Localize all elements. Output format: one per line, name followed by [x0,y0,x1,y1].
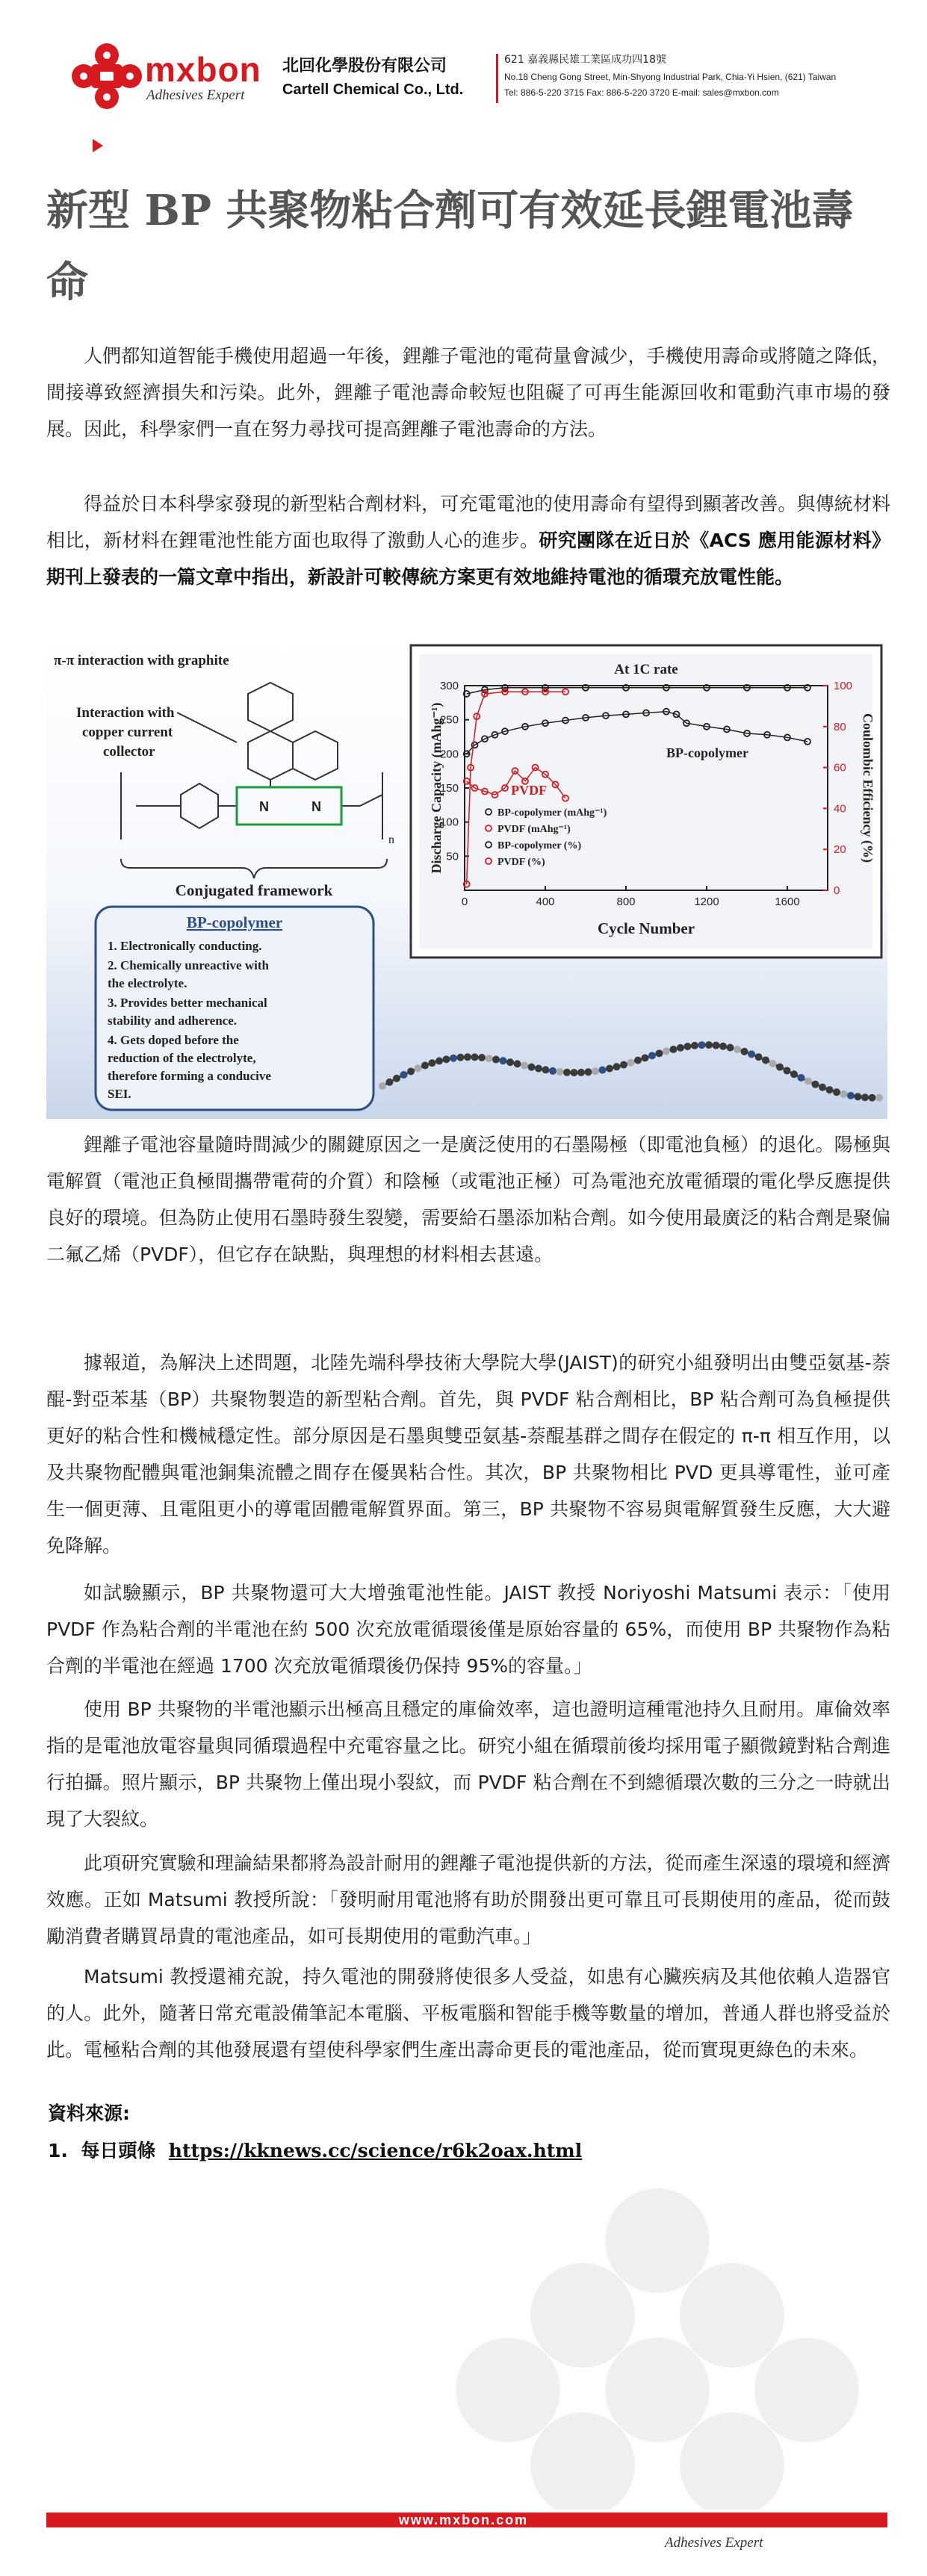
y2-tick-label: 100 [834,680,853,692]
article-title: 新型 BP 共聚物粘合劑可有效延長鋰電池壽命 [46,186,854,307]
chain-atom [415,1064,422,1072]
chain-atom [386,1078,394,1086]
chain-atom [435,1058,443,1065]
chain-atom [705,1041,713,1049]
chain-atom [684,1043,692,1050]
brand-tagline: Adhesives Expert [146,87,245,103]
y-tick-label: 250 [439,713,459,727]
annotation-bp: BP-copolymer [666,745,748,760]
chain-atom [634,1057,642,1064]
chain-atom [528,1064,536,1071]
chain-atom [450,1055,457,1062]
chain-atom [755,1053,763,1061]
chain-atom [421,1062,429,1070]
y2-axis-label: Coulombic Efficiency (%) [861,713,875,863]
atom-n-right: N [311,799,321,814]
watermark-logo-icon [418,2151,896,2510]
interaction-label-1: Interaction with [76,705,175,721]
chain-atom [840,1090,848,1098]
chain-atom [869,1094,876,1102]
reference-number: 1. [48,2140,68,2161]
chain-atom [648,1052,656,1059]
chain-atom [861,1093,869,1101]
chain-atom [620,1061,627,1069]
chain-atom [812,1081,819,1088]
legend-entry: BP-copolymer (mAhg⁻¹) [497,807,607,819]
chain-atom [429,1059,436,1067]
chain-atom [819,1084,826,1091]
chain-atom [613,1063,621,1070]
chain-atom [478,1054,486,1061]
property-line: 2. Chemically unreactive with [108,958,269,972]
chain-atom [776,1064,784,1071]
chain-atom [663,1048,670,1055]
contact-info: Tel: 886-5-220 3715 Fax: 886-5-220 3720 E-mail: sales@mxbon.com [504,87,779,98]
y-tick-label: 100 [439,816,459,829]
chain-atom [769,1060,777,1067]
y-tick-label: 50 [446,850,459,863]
chart-inner [420,654,872,949]
legend-entry: BP-copolymer (%) [497,840,582,851]
atom-n-left: N [259,799,269,814]
chain-atom [464,1053,471,1061]
chain-atom [500,1057,507,1064]
chain-atom [748,1050,755,1058]
chain-atom [393,1075,400,1082]
chain-atom [875,1094,883,1102]
chain-atom [713,1042,720,1049]
paragraph-2 [46,485,890,595]
chain-atom [855,1093,862,1100]
chain-atom [677,1044,684,1052]
paragraph-8: Matsumi 教授還補充說，持久電池的開發將使很多人受益，如患有心臟疾病及其他依賴人造器官的人。此外，隨著日常充電設備筆記本電腦、平板電腦和智能手機等數量的增加，普通人群也將受益於此。電極粘合劑的其他發展還有望使科學家們生產出壽命更長的電池產品，從而實現更綠色的未來。 [46,1966,890,2061]
chain-atom [656,1049,663,1057]
x-tick-label: 1200 [694,896,719,908]
chain-atom [542,1066,550,1073]
chain-atom [585,1068,592,1076]
chain-atom [471,1053,479,1061]
chain-atom [833,1088,840,1096]
property-line: therefore forming a conducive [108,1069,271,1083]
y2-tick-label: 80 [834,720,846,733]
x-tick-label: 0 [461,896,468,908]
header-divider [496,54,498,103]
research-figure [46,638,887,1119]
chain-atom [549,1067,556,1075]
chain-atom [521,1062,528,1070]
x-tick-label: 800 [616,896,636,908]
y2-tick-label: 60 [834,761,846,775]
chain-atom [535,1065,542,1073]
chain-atom [762,1056,769,1064]
chain-atom [379,1082,386,1090]
chain-atom [691,1042,698,1049]
properties-title: BP-copolymer [186,913,283,931]
legend-entry: PVDF (mAhg⁻¹) [497,824,571,835]
subscript-n: n [388,834,394,846]
chain-atom [592,1067,599,1075]
interaction-label-3: collector [103,744,155,760]
property-line: 1. Electronically conducting. [108,939,262,953]
x-tick-label: 1600 [775,896,800,908]
chain-atom [719,1043,727,1050]
footer-url[interactable]: www.mxbon.com [398,2513,529,2527]
chain-atom [698,1041,706,1049]
chain-atom [556,1068,564,1076]
legend-entry: PVDF (%) [497,857,545,868]
chain-atom [407,1067,415,1075]
paragraph-2-text: 得益於日本科學家發現的新型粘合劑材料，可充電電池的使用壽命有望得到顯著改善。與傳統材料相比，新材料在鋰電池性能方面也取得了激動人心的進步。 [46,493,890,551]
y2-tick-label: 40 [834,802,846,816]
y2-tick-label: 20 [834,843,846,857]
company-name-en: Cartell Chemical Co., Ltd. [282,81,464,98]
paragraph-6: 使用 BP 共聚物的半電池顯示出極高且穩定的庫倫效率，這也證明這種電池持久且耐用。庫倫效率指的是電池放電容量與同循環過程中充電容量之比。研究小組在循環前後均採用電子顯微鏡對粘合劑進行拍攝。照片顯示，BP 共聚物上僅出現小裂紋，而 PVDF 粘合劑在不到總循環次數的三分之一時就出現了大裂紋。 [46,1698,890,1830]
address-en: No.18 Cheng Gong Street, Min-Shyong Industrial Park, Chia-Yi Hsien, (621) Taiwan [504,72,837,82]
chain-atom [492,1056,500,1064]
mxbon-logo-icon [66,39,148,114]
pi-interaction-label: π-π interaction with graphite [54,653,229,668]
y2-tick-label: 0 [834,884,840,897]
reference-source: 每日頭條 [81,2140,156,2161]
chart-title: At 1C rate [614,662,678,677]
chain-atom [599,1067,607,1074]
company-name-cn: 北回化學股份有限公司 [282,57,447,75]
property-line: 4. Gets doped before the [108,1033,239,1047]
footer-tagline: Adhesives Expert [665,2535,763,2551]
x-tick-label: 400 [536,896,555,908]
property-line: 3. Provides better mechanical [108,996,267,1010]
chain-atom [784,1067,791,1074]
chain-atom [563,1069,571,1076]
paragraph-3: 鋰離子電池容量隨時間減少的關鍵原因之一是廣泛使用的石墨陽極（即電池負極）的退化。陽極與電解質（電池正負極間攜帶電荷的介質）和陰極（或電池正極）可為電池充放電循環的電化學反應提供良好的環境。但為防止使用石墨時發生裂變，需要給石墨添加粘合劑。如今使用最廣泛的粘合劑是聚偏二氟乙烯（PVDF），但它存在缺點，與理想的材料相去甚遠。 [46,1134,890,1265]
framework-label: Conjugated framework [175,881,333,899]
chain-atom [727,1044,734,1052]
paragraph-1: 人們都知道智能手機使用超過一年後，鋰離子電池的電荷量會減少，手機使用壽命或將隨之降低，間接導致經濟損失和污染。此外，鋰離子電池壽命較短也阻礙了可再生能源回收和電動汽車市場的發展。因此，科學家們一直在努力尋找可提高鋰離子電池壽命的方法。 [46,345,890,440]
chain-atom [734,1046,741,1053]
chain-atom [826,1086,834,1093]
annotation-pvdf: PVDF [511,783,548,798]
y-axis-label: Discharge Capacity (mAhg⁻¹) [429,702,444,874]
x-axis-label: Cycle Number [597,919,695,937]
bullet-arrow-icon [93,139,103,152]
chain-atom [506,1058,514,1066]
chain-atom [486,1055,493,1062]
chain-atom [577,1069,585,1076]
figure-svg [46,638,887,1119]
chain-atom [642,1054,649,1061]
property-line: the electrolyte. [108,976,187,990]
interaction-label-2: copper current [82,724,173,740]
property-line: reduction of the electrolyte, [108,1051,256,1065]
chain-atom [847,1092,855,1099]
paragraph-4: 據報道，為解決上述問題，北陸先端科學技術大學院大學(JAIST)的研究小組發明出由雙亞氨基-萘醌-對亞苯基（BP）共聚物製造的新型粘合劑。首先，與 PVDF 粘合劑相比，BP 粘合劑可為負極提供更好的粘合性和機械穩定性。部分原因是石墨與雙亞氨基-萘醌基群之間存在假定的 π-π 相互作用，以及共聚物配體與電池銅集流體之間存在優異粘合性。其次，BP 共聚物相比 PVD 更具導電性，並可產生一個更薄、且電阻更小的導電固體電解質界面。第三，BP 共聚物不容易與電解質發生反應，大大避免降解。 [46,1352,890,1557]
chain-atom [400,1071,408,1078]
chain-atom [606,1065,613,1073]
chain-atom [627,1059,635,1067]
chain-atom [457,1054,465,1061]
chain-atom [514,1060,521,1067]
chain-atom [790,1070,798,1078]
paragraph-2-bold: 研究團隊在近日於《ACS 應用能源材料》期刊上發表的一篇文章中指出，新設計可較傳統方案更有效地維持電池的循環充放電性能。 [46,530,890,588]
chain-atom [571,1069,578,1076]
y-tick-label: 300 [439,680,459,692]
property-line: stability and adherence. [108,1014,238,1028]
address-cn: 621 嘉義縣民雄工業區成功四18號 [504,54,666,66]
paragraph-7: 此項研究實驗和理論結果都將為設計耐用的鋰離子電池提供新的方法，從而產生深遠的環境和經濟效應。正如 Matsumi 教授所說：「發明耐用電池將有助於開發出更可靠且可長期使用的產品，從而鼓勵消費者購買昂貴的電池產品，如可長期使用的電動汽車。」 [46,1852,890,1947]
property-line: SEI. [108,1087,131,1101]
references-heading: 資料來源: [48,2102,130,2124]
y-tick-label: 200 [439,748,459,761]
chain-atom [741,1048,748,1055]
y-tick-label: 150 [439,782,459,795]
chain-atom [798,1074,805,1081]
chain-atom [443,1055,450,1063]
reference-link[interactable]: https://kknews.cc/science/r6k2oax.html [168,2140,583,2161]
chain-atom [804,1078,812,1085]
chain-atom [670,1046,678,1053]
paragraph-5: 如試驗顯示，BP 共聚物還可大大增強電池性能。JAIST 教授 Noriyoshi Matsumi 表示：「使用 PVDF 作為粘合劑的半電池在約 500 次充放電循環後僅是原始容量的 65%，而使用 BP 共聚物作為粘合劑的半電池在經過 1700 次充放電循環後仍保持 95%的容量。」 [46,1582,890,1677]
brand-name: mxbon [145,50,261,89]
